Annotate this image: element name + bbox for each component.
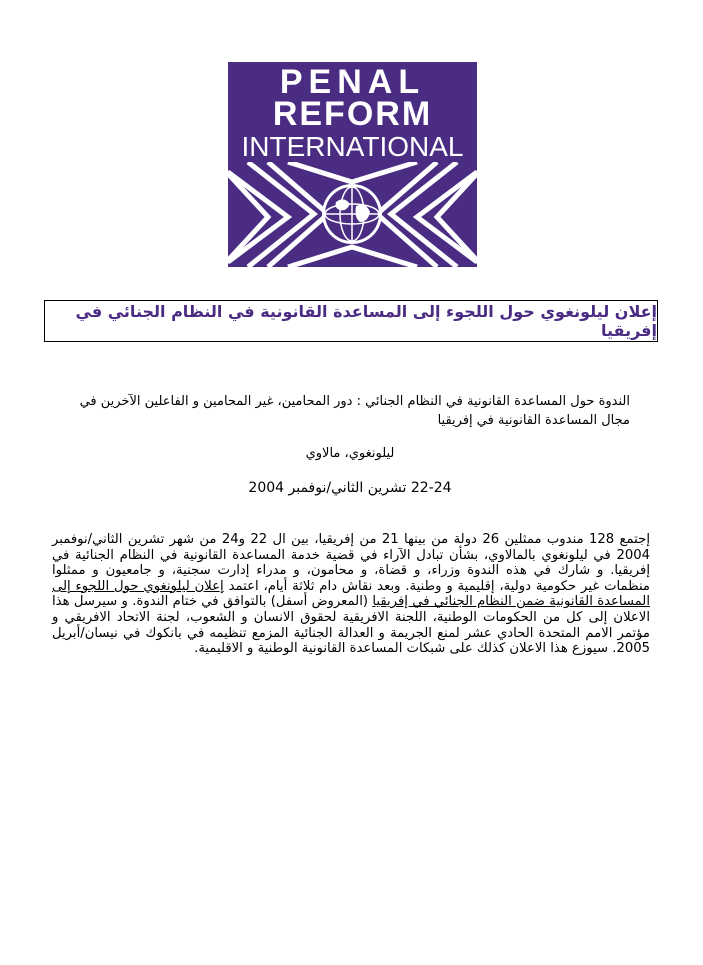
logo-line-reform: REFORM — [272, 95, 433, 133]
penal-reform-international-logo — [228, 62, 477, 267]
declaration-title-box — [44, 300, 658, 342]
intro-text-part2: (المعروض أسفل) بالتوافق في ختام الندوة. و سيرسل هذا الاعلان إلى كل من الحكومات الوطنية، اللجنة الافريقية لحقوق الانسان و الشعوب، لجنة الاتحاد الافريقي و مؤتمر الامم المتحدة الحادي عشر لمنع الجريمة و العدالة الجنائية المزمع تنظيمه في بانكوك في نيسان/أبريل 2005. سيوزع هذا الاعلان كذلك على شبكات المساعدة القانونية الوطنية و الاقليمية. — [52, 594, 650, 657]
logo-line-international: INTERNATIONAL — [241, 131, 464, 162]
globe-chevron-emblem — [228, 162, 477, 267]
declaration-reference: إعلان ليلونغوي حول اللجوء إلى المساعدة القانونية ضمن النظام الجنائي في إفريقيا — [52, 578, 650, 610]
declaration-title: إعلان ليلونغوي حول اللجوء إلى المساعدة القانونية في النظام الجنائي في إفريقيا — [75, 302, 657, 340]
location-line: ليلونغوي، مالاوي — [305, 446, 395, 461]
intro-paragraph — [52, 532, 650, 657]
date-line: 22-24 تشرين الثاني/نوفمبر 2004 — [248, 480, 452, 496]
logo-line-penal: PENAL — [279, 63, 426, 101]
intro-text-part1: إجتمع 128 مندوب ممثلين 26 دولة من بينها 21 من إفريقيا، بين ال 22 و24 من شهر تشرين الثاني/نوفمبر 2004 في ليلونغوي بالمالاوي، بشأن تبادل الآراء في قضية خدمة المساعدة القانونية في النظام الجنائية في إفريقيا. و شارك في هذه الندوة وزراء، و قضاة، و محامون، و مدراء إدارت سجنية، و جامعيون و ممثلوا منظمات غير حكومية دولية، إقليمية و وطنية. وبعد نقاش دام ثلاثة أيام، اعتمد — [52, 532, 650, 594]
seminar-subtitle: الندوة حول المساعدة القانونية في النظام الجنائي : دور المحامين، غير المحامين و الفاعلين الآخرين في مجال المساعدة القانونية في إفريقيا — [79, 394, 630, 428]
